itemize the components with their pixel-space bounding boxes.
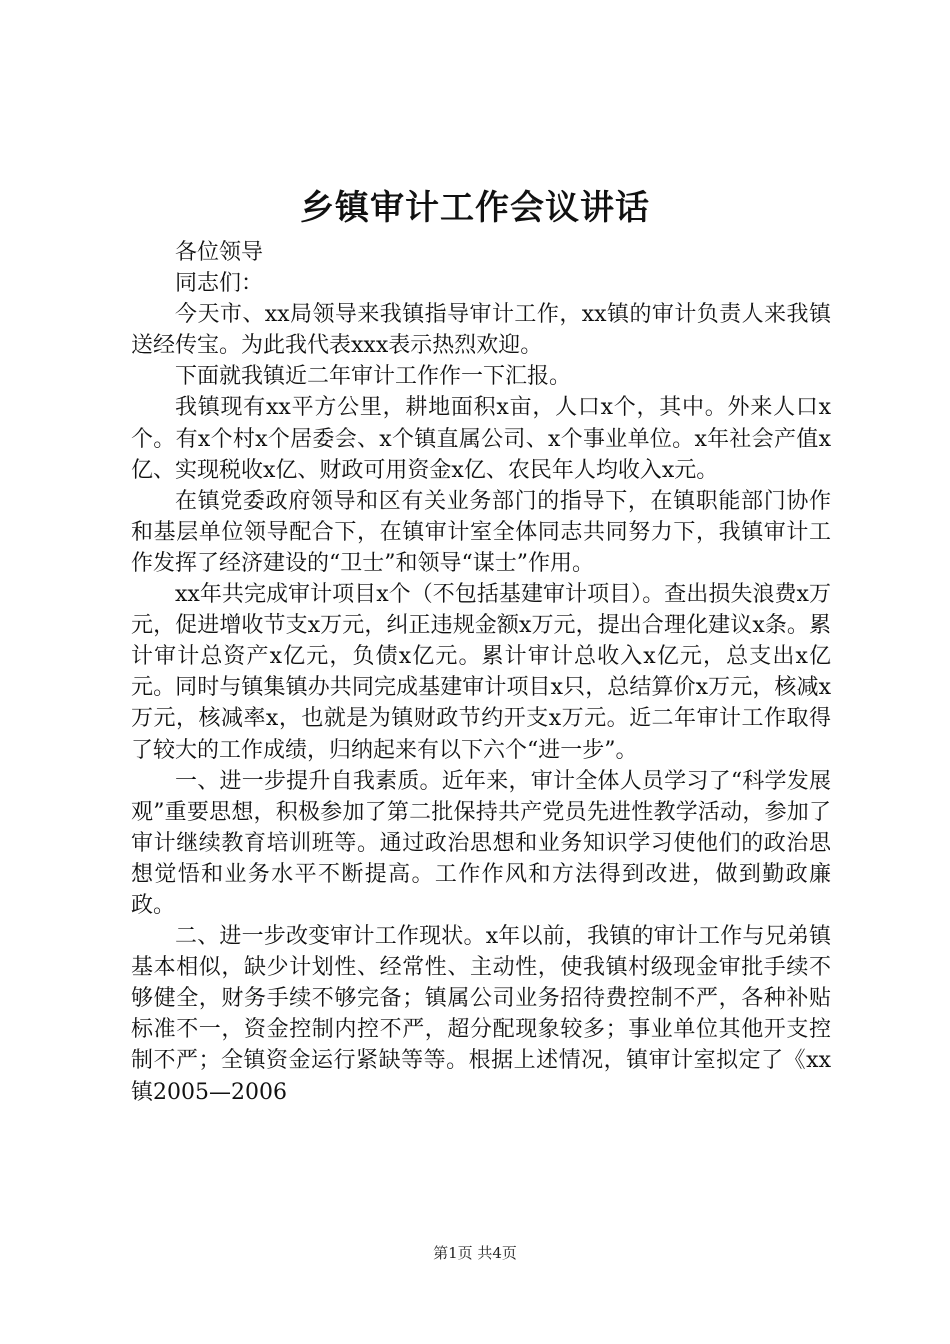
paragraph-report-intro: 下面就我镇近二年审计工作作一下汇报。 xyxy=(175,364,572,390)
page-indicator: 第1页 共4页 xyxy=(433,1244,517,1262)
document-body xyxy=(131,237,831,1108)
document-title: 乡镇审计工作会议讲话 xyxy=(300,188,650,228)
paragraph-point-one: 一、进一步提升自我素质。近年来，审计全体人员学习了“科学发展观”重要思想，积极参加了第二批保持共产党员先进性教学活动，参加了审计继续教育培训班等。通过政治思想和业务知识学习使他们的政治思想觉悟和业务水平不断提高。工作作风和方法得到改进，做到勤政廉政。 xyxy=(131,768,831,918)
salutation-comrades: 同志们： xyxy=(175,271,264,297)
paragraph-town-overview: 我镇现有xx平方公里，耕地面积x亩，人口x个，其中。外来人口x个。有x个村x个居委会、x个镇直属公司、x个事业单位。x年社会产值x亿、实现税收x亿、财政可用资金x亿、农民年人均收入x元。 xyxy=(131,395,831,483)
salutation-leaders: 各位领导 xyxy=(175,240,264,265)
paragraph-achievements: xx年共完成审计项目x个（不包括基建审计项目）。查出损失浪费x万元，促进增收节支x万元，纠正违规金额x万元，提出合理化建议x条。累计审计总资产x亿元，负债x亿元。累计审计总收入x亿元，总支出x亿元。同时与镇集镇办共同完成基建审计项目x只，总结算价x万元，核减x万元，核减率x，也就是为镇财政节约开支x万元。近二年审计工作取得了较大的工作成绩，归纳起来有以下六个“进一步”。 xyxy=(131,582,831,763)
paragraph-guidance: 在镇党委政府领导和区有关业务部门的指导下，在镇职能部门协作和基层单位领导配合下，在镇审计室全体同志共同努力下，我镇审计工作发挥了经济建设的“卫士”和领导“谋士”作用。 xyxy=(131,488,831,576)
page-footer xyxy=(0,1243,950,1263)
paragraph-welcome: 今天市、xx局领导来我镇指导审计工作，xx镇的审计负责人来我镇送经传宝。为此我代表xxx表示热烈欢迎。 xyxy=(131,302,831,359)
paragraph-point-two: 二、进一步改变审计工作现状。x年以前，我镇的审计工作与兄弟镇基本相似，缺少计划性、经常性、主动性，使我镇村级现金审批手续不够健全，财务手续不够完备；镇属公司业务招待费控制不严，各种补贴标准不一，资金控制内控不严，超分配现象较多；事业单位其他开支控制不严；全镇资金运行紧缺等等。根据上述情况，镇审计室拟定了《xx镇2005—2006 xyxy=(131,924,831,1105)
